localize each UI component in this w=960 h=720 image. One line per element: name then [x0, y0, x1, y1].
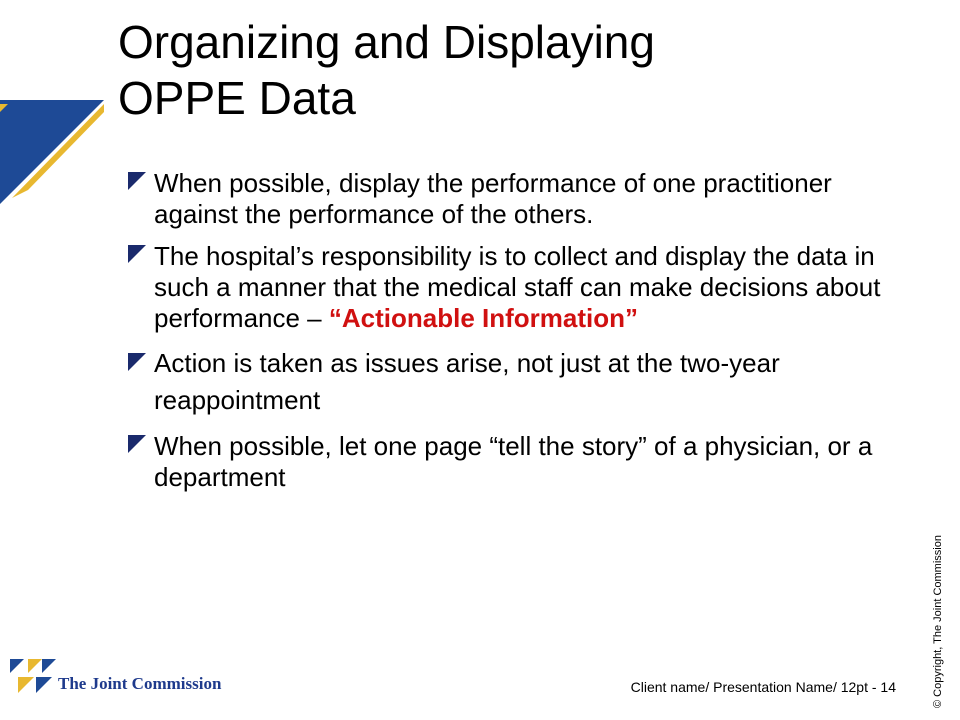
- bullet-text: The hospital’s responsibility is to collect and display the data in such a manner that the medical staff can make decisions about performance –: [154, 241, 881, 333]
- bullet-list: [128, 168, 888, 504]
- bullet-item: [128, 241, 888, 334]
- bullet-item: [128, 431, 888, 493]
- slide-title: [118, 14, 878, 126]
- logo-text: The Joint Commission: [58, 674, 222, 693]
- actionable-information-highlight: “Actionable Information”: [328, 303, 638, 333]
- title-line: Organizing and Displaying: [118, 16, 655, 68]
- triangle-bullet-icon: [128, 353, 146, 371]
- joint-commission-logo: [10, 655, 221, 699]
- bullet-text: When possible, let one page “tell the story” of a physician, or a department: [154, 431, 873, 492]
- triangle-bullet-icon: [128, 172, 146, 190]
- title-line: OPPE Data: [118, 72, 356, 124]
- logo-mark-icon: [10, 655, 56, 699]
- copyright-notice: © Copyright, The Joint Commission: [932, 535, 944, 708]
- triangle-bullet-icon: [128, 245, 146, 263]
- bullet-text: Action is taken as issues arise, not just at the two-year reappointment: [154, 348, 780, 415]
- corner-triangle-graphic: [0, 0, 110, 210]
- bullet-item: [128, 168, 888, 230]
- bullet-item: [128, 345, 888, 419]
- triangle-bullet-icon: [128, 435, 146, 453]
- bullet-text: When possible, display the performance of one practitioner against the performance of the others.: [154, 168, 832, 229]
- presentation-info: Client name/ Presentation Name/ 12pt - 14: [630, 679, 896, 695]
